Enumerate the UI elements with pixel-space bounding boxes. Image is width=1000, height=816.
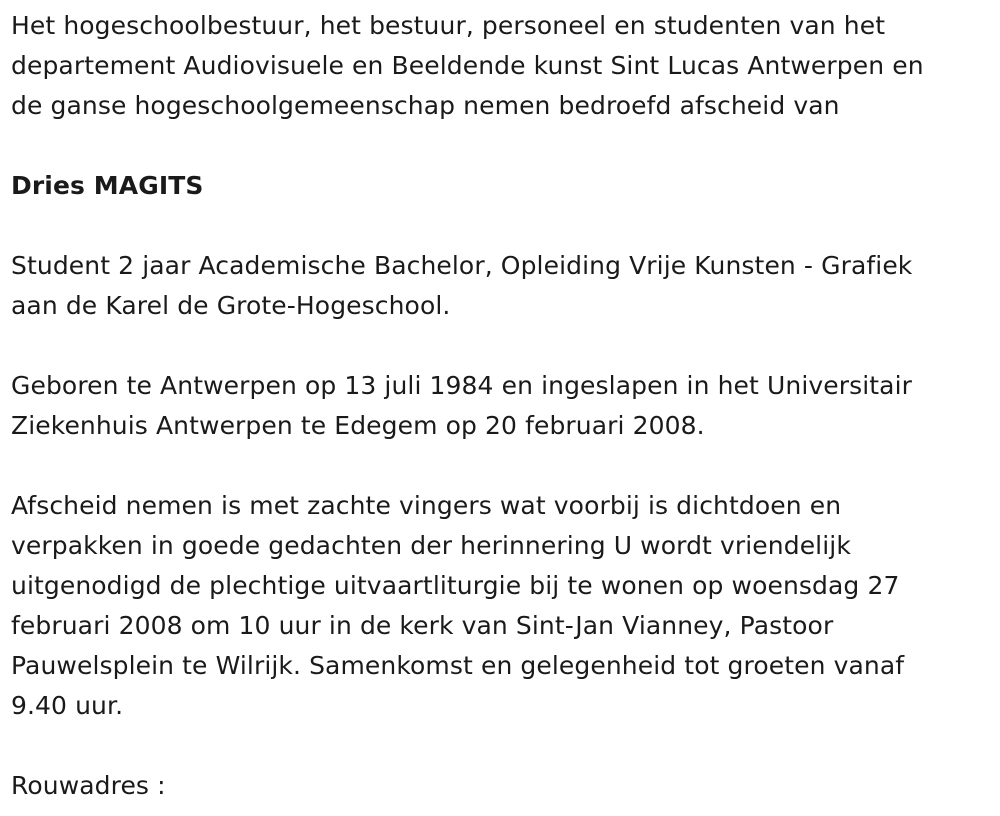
- birth-line: Geboren te Antwerpen op 13 juli 1984 en ingeslapen in het Universitair: [11, 371, 913, 400]
- farewell-paragraph: [11, 486, 991, 726]
- birth-line: Ziekenhuis Antwerpen te Edegem op 20 februari 2008.: [11, 411, 705, 440]
- deceased-name: Dries MAGITS: [11, 171, 204, 200]
- farewell-line: verpakken in goede gedachten der herinnering U wordt vriendelijk: [11, 531, 851, 560]
- study-line: Student 2 jaar Academische Bachelor, Opleiding Vrije Kunsten - Grafiek: [11, 251, 913, 280]
- farewell-line: uitgenodigd de plechtige uitvaartliturgie bij te wonen op woensdag 27: [11, 571, 900, 600]
- farewell-line: Pauwelsplein te Wilrijk. Samenkomst en gelegenheid tot groeten vanaf: [11, 651, 905, 680]
- farewell-line: februari 2008 om 10 uur in de kerk van Sint-Jan Vianney, Pastoor: [11, 611, 834, 640]
- intro-line: de ganse hogeschoolgemeenschap nemen bedroefd afscheid van: [11, 91, 840, 120]
- obituary-document: [11, 6, 991, 806]
- address-label: Rouwadres :: [11, 771, 166, 800]
- study-paragraph: [11, 246, 991, 326]
- intro-line: departement Audiovisuele en Beeldende kunst Sint Lucas Antwerpen en: [11, 51, 924, 80]
- farewell-line: Afscheid nemen is met zachte vingers wat voorbij is dichtdoen en: [11, 491, 842, 520]
- intro-line: Het hogeschoolbestuur, het bestuur, personeel en studenten van het: [11, 11, 886, 40]
- deceased-name-paragraph: [11, 166, 991, 206]
- study-line: aan de Karel de Grote-Hogeschool.: [11, 291, 451, 320]
- address-paragraph: [11, 766, 991, 806]
- birth-paragraph: [11, 366, 991, 446]
- intro-paragraph: [11, 6, 991, 126]
- farewell-line: 9.40 uur.: [11, 691, 124, 720]
